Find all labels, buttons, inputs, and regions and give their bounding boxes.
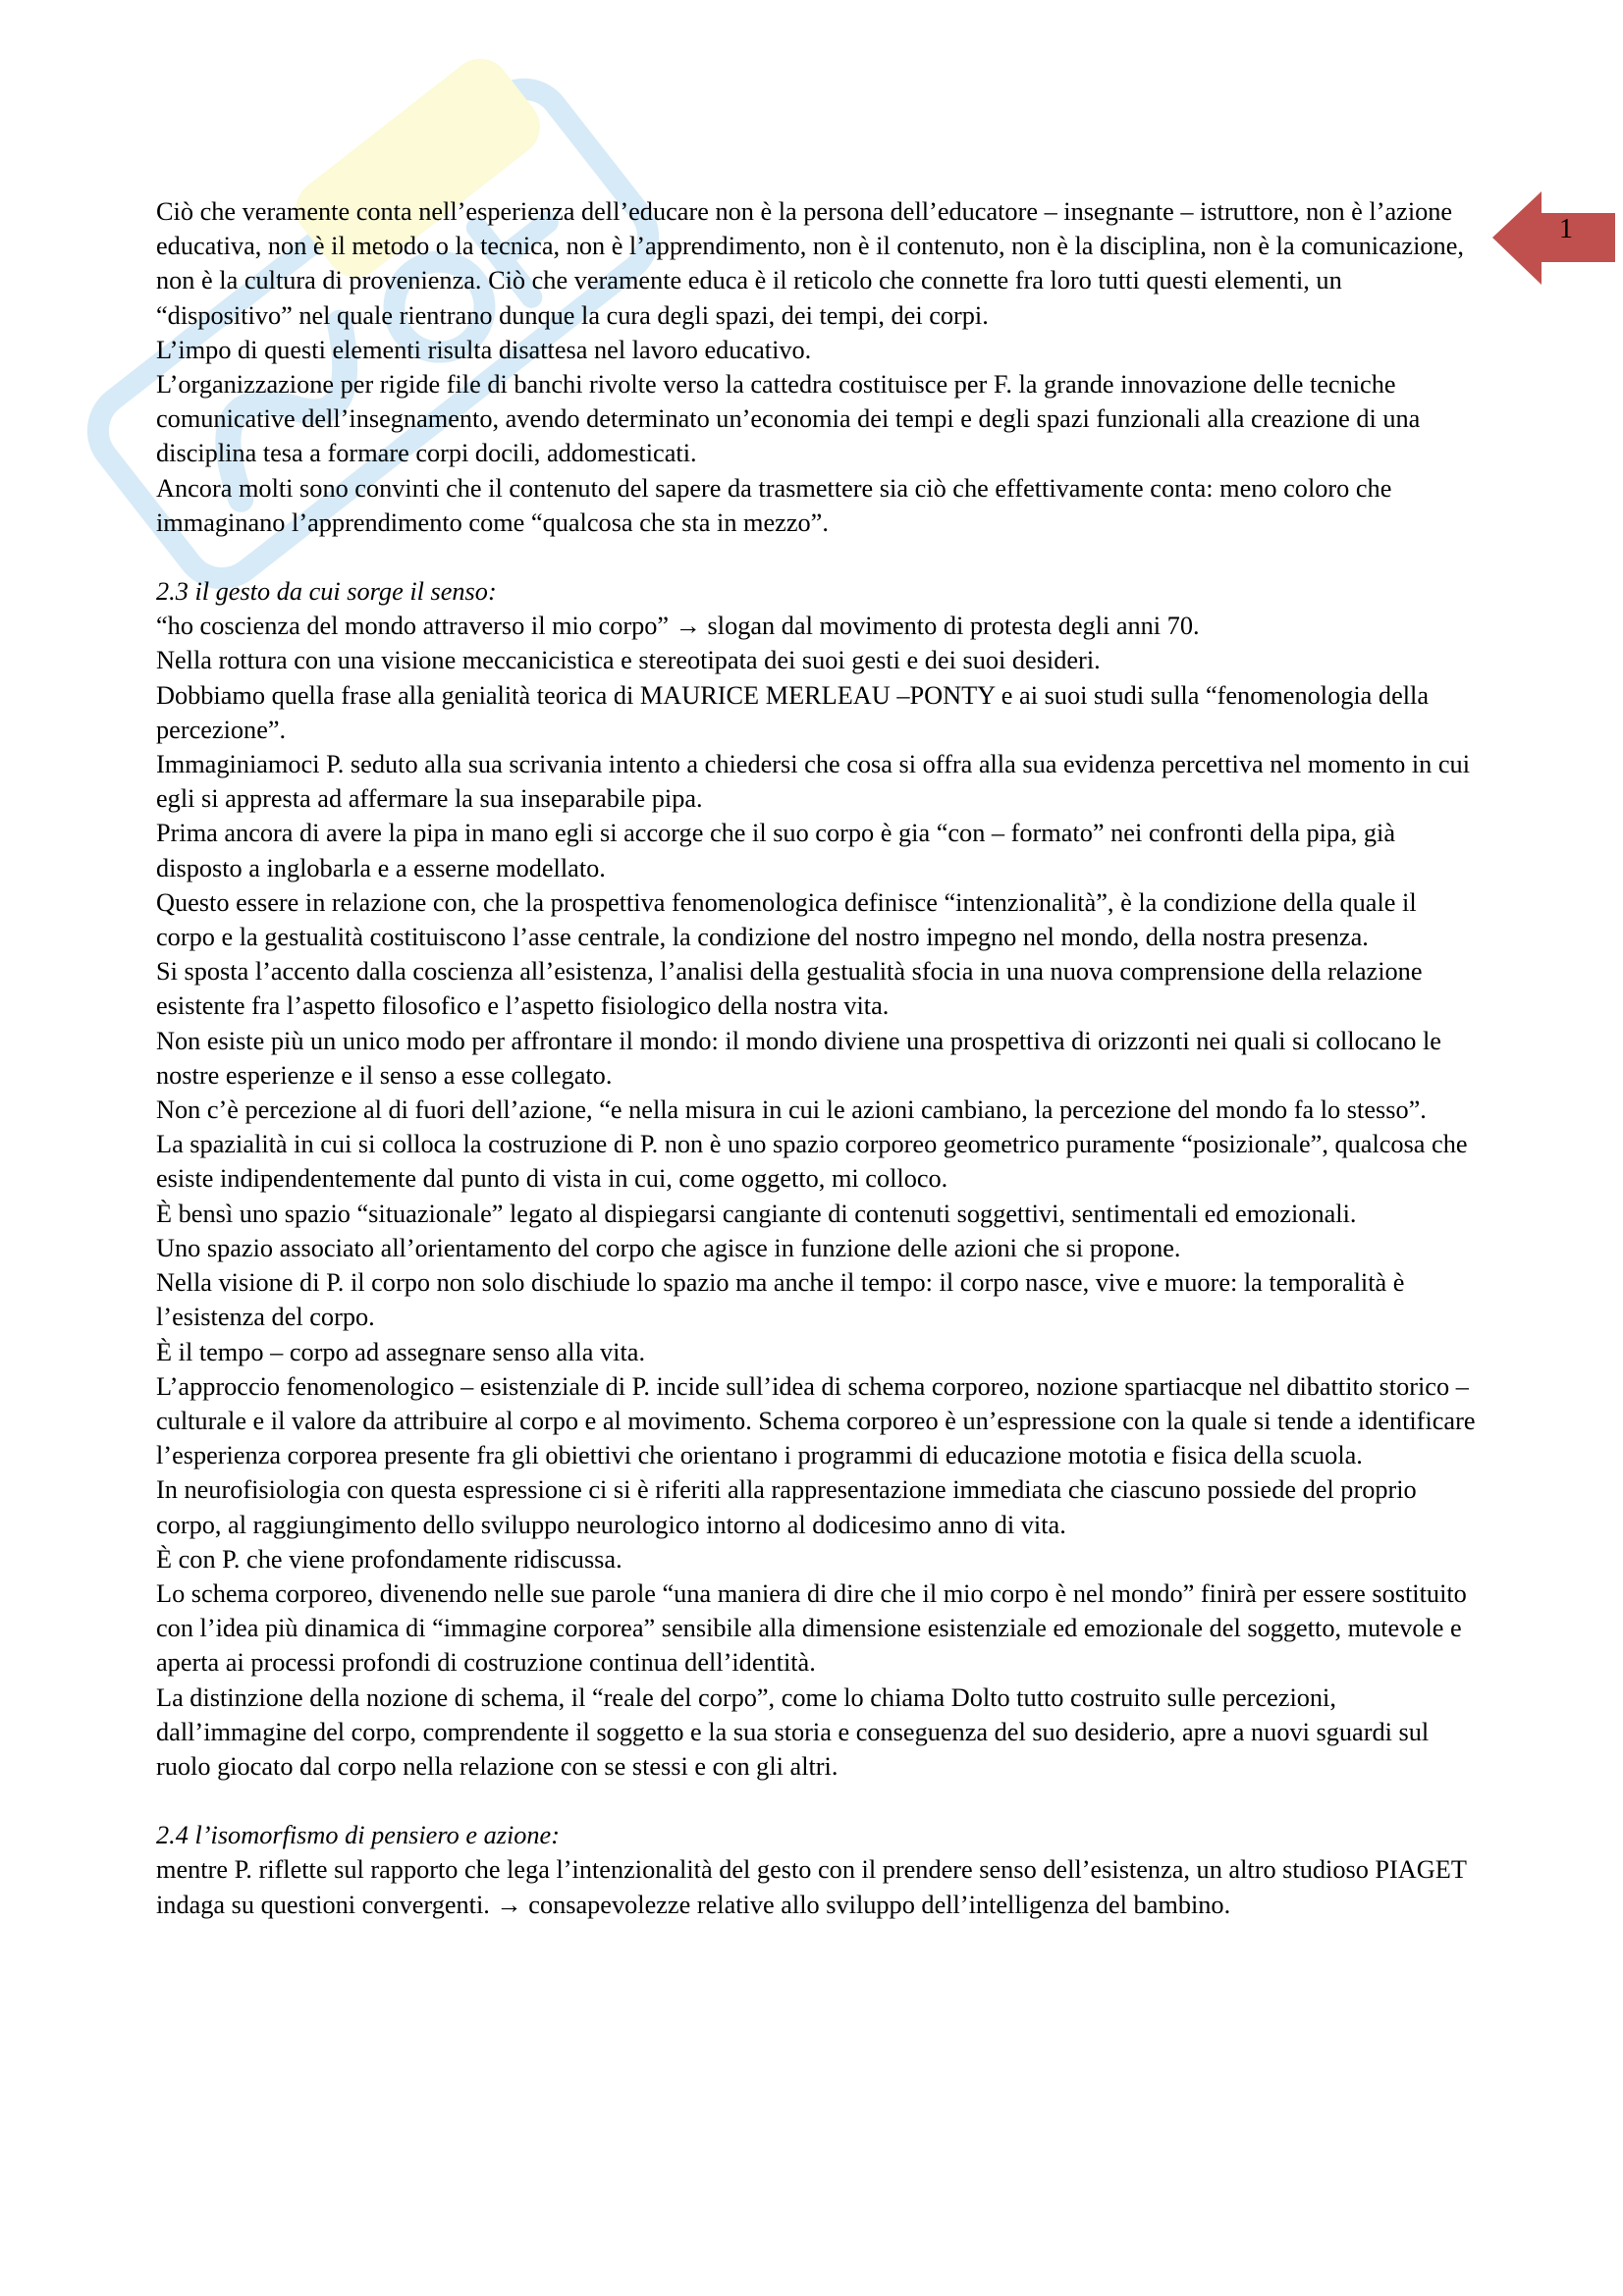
paragraph: In neurofisiologia con questa espressione ci si è riferiti alla rappresentazione immediata che ciascuno possiede del proprio corpo, al raggiungimento dello sviluppo neurologico intorno al dodicesimo anno di vita. (156, 1475, 1417, 1539)
paragraph: Nella rottura con una visione meccanicistica e stereotipata dei suoi gesti e dei suoi desideri. (156, 646, 1101, 675)
spacer (156, 1784, 1482, 1818)
section-heading-2-3: 2.3 il gesto da cui sorge il senso: (156, 577, 497, 607)
spacer (156, 540, 1482, 574)
page-number: 1 (1559, 214, 1573, 244)
paragraph: mentre P. riflette sul rapporto che lega l’intenzionalità del gesto con il prendere senso dell’esistenza, un altro studioso PIAGET indaga su questioni convergenti. → consapevolezze relative allo sviluppo dell’intelligenza del bambino. (156, 1855, 1467, 1919)
paragraph: Lo schema corporeo, divenendo nelle sue parole “una maniera di dire che il mio corpo è nel mondo” finirà per essere sostituito con l’idea più dinamica di “immagine corporea” sensibile alla dimensione esistenziale ed emozionale del soggetto, mutevole e aperta ai processi profondi di costruzione continua dell’identità. (156, 1578, 1467, 1678)
paragraph: “ho coscienza del mondo attraverso il mio corpo” → slogan dal movimento di protesta degli anni 70. (156, 612, 1200, 641)
paragraph: Uno spazio associato all’orientamento del corpo che agisce in funzione delle azioni che si propone. (156, 1233, 1181, 1262)
paragraph: Dobbiamo quella frase alla genialità teorica di MAURICE MERLEAU –PONTY e ai suoi studi sulla “fenomenologia della percezione”. (156, 680, 1430, 744)
paragraph: Ancora molti sono convinti che il contenuto del sapere da trasmettere sia ciò che effettivamente conta: meno coloro che immaginano l’apprendimento come “qualcosa che sta in mezzo”. (156, 473, 1392, 537)
paragraph: È bensì uno spazio “situazionale” legato al dispiegarsi cangiante di contenuti soggettivi, sentimentali ed emozionali. (156, 1199, 1357, 1228)
document-body (156, 194, 1482, 1922)
paragraph: Immaginiamoci P. seduto alla sua scrivania intento a chiedersi che cosa si offra alla sua evidenza percettiva nel momento in cui egli si appresta ad affermare la sua inseparabile pipa. (156, 750, 1470, 814)
paragraph: Non c’è percezione al di fuori dell’azione, “e nella misura in cui le azioni cambiano, la percezione del mondo fa lo stesso”. (156, 1095, 1427, 1125)
paragraph: L’impo di questi elementi risulta disattesa nel lavoro educativo. (156, 335, 812, 364)
paragraph: È con P. che viene profondamente ridiscussa. (156, 1544, 622, 1574)
paragraph: Questo essere in relazione con, che la prospettiva fenomenologica definisce “intenzionalità”, è la condizione della quale il corpo e la gestualità costituiscono l’asse centrale, la condizione del nostro impegno nel mondo, della nostra presenza. (156, 887, 1417, 952)
paragraph: La distinzione della nozione di schema, il “reale del corpo”, come lo chiama Dolto tutto costruito sulle percezioni, dall’immagine del corpo, comprendente il soggetto e la sua storia e conseguenza del suo desiderio, apre a nuovi sguardi sul ruolo giocato dal corpo nella relazione con se stessi e con gli altri. (156, 1682, 1430, 1781)
paragraph: Nella visione di P. il corpo non solo dischiude lo spazio ma anche il tempo: il corpo nasce, vive e muore: la temporalità è l’esistenza del corpo. (156, 1268, 1405, 1332)
paragraph: Ciò che veramente conta nell’esperienza dell’educare non è la persona dell’educatore – insegnante – istruttore, non è l’azione educativa, non è il metodo o la tecnica, non è l’apprendimento, non è il contenuto, non è la disciplina, non è la comunicazione, non è la cultura di provenienza. Ciò che veramente educa è il reticolo che connette fra loro tutti questi elementi, un “dispositivo” nel quale rientrano dunque la cura degli spazi, dei tempi, dei corpi. (156, 197, 1464, 330)
paragraph: Si sposta l’accento dalla coscienza all’esistenza, l’analisi della gestualità sfocia in una nuova comprensione della relazione esistente fra l’aspetto filosofico e l’aspetto fisiologico della nostra vita. (156, 957, 1423, 1021)
paragraph: Non esiste più un unico modo per affrontare il mondo: il mondo diviene una prospettiva di orizzonti nei quali si collocano le nostre esperienze e il senso a esse collegato. (156, 1026, 1441, 1090)
paragraph: La spazialità in cui si colloca la costruzione di P. non è uno spazio corporeo geometrico puramente “posizionale”, qualcosa che esiste indipendentemente dal punto di vista in cui, come oggetto, mi colloco. (156, 1130, 1468, 1194)
paragraph: L’approccio fenomenologico – esistenziale di P. incide sull’idea di schema corporeo, nozione spartiacque nel dibattito storico – culturale e il valore da attribuire al corpo e al movimento. Schema corporeo è un’espressione con la quale si tende a identificare l’esperienza corporea presente fra gli obiettivi che orientano i programmi di educazione mototia e fisica della scuola. (156, 1371, 1476, 1470)
paragraph: L’organizzazione per rigide file di banchi rivolte verso la cattedra costituisce per F. la grande innovazione delle tecniche comunicative dell’insegnamento, avendo determinato un’economia dei tempi e degli spazi funzionali alla creazione di una disciplina tesa a formare corpi docili, addomesticati. (156, 370, 1421, 468)
paragraph: È il tempo – corpo ad assegnare senso alla vita. (156, 1337, 646, 1366)
paragraph: Prima ancora di avere la pipa in mano egli si accorge che il suo corpo è gia “con – formato” nei confronti della pipa, già disposto a inglobarla e a esserne modellato. (156, 819, 1396, 882)
section-heading-2-4: 2.4 l’isomorfismo di pensiero e azione: (156, 1821, 560, 1850)
